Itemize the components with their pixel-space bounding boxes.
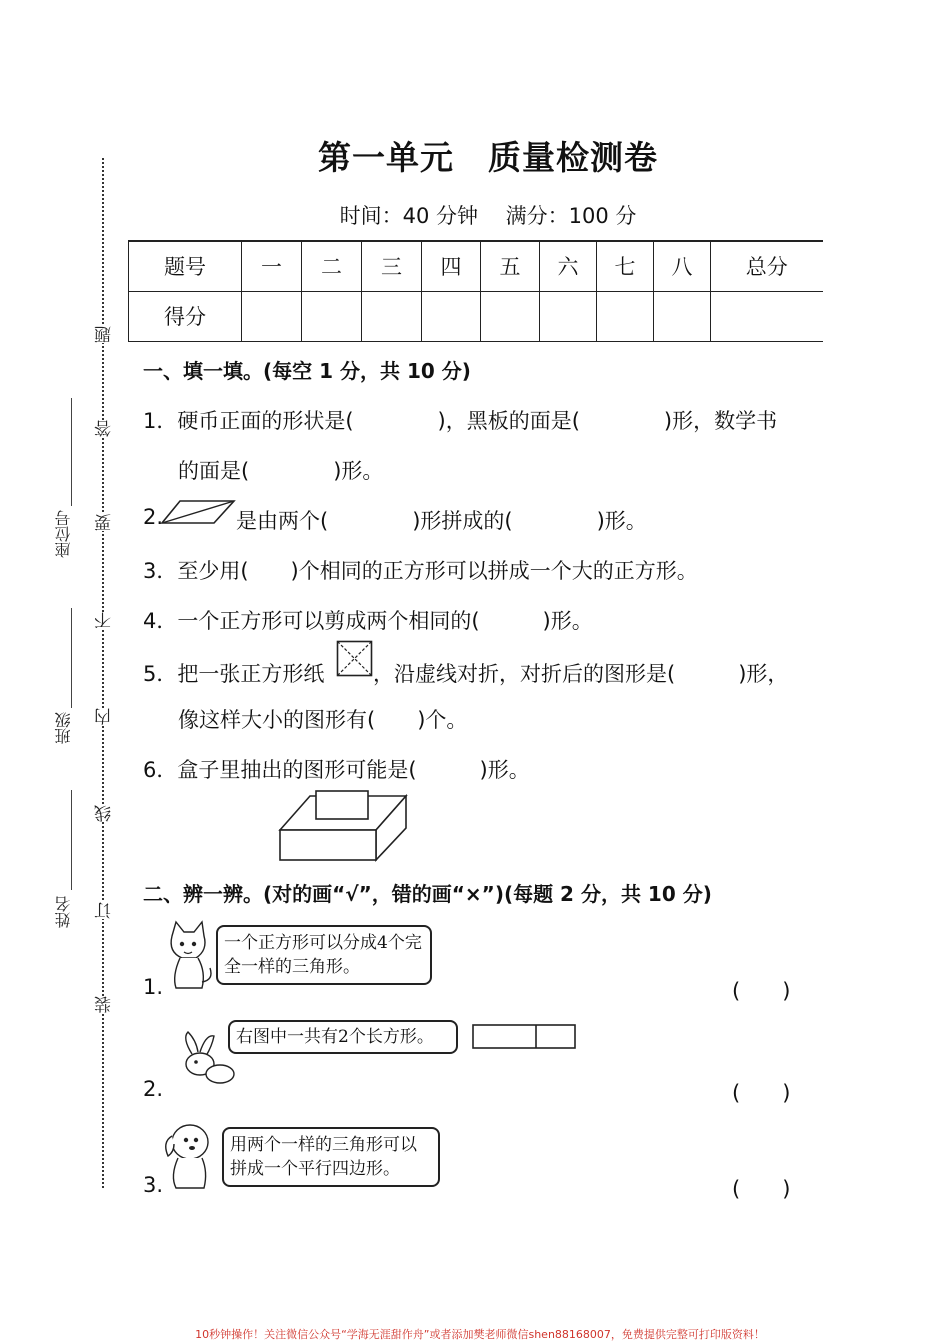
table-cell: 四 [422, 241, 481, 291]
box-figure-icon [276, 788, 412, 864]
table-cell: 题号 [129, 241, 242, 291]
score-table [128, 240, 823, 342]
binding-word-yao: 要 [92, 514, 114, 531]
table-cell: 得分 [129, 291, 242, 341]
class-field-label: 班级 [54, 712, 73, 744]
puppy-icon [160, 1120, 218, 1192]
question-5-part1: 5．把一张正方形纸 [143, 662, 325, 686]
folded-square-icon [336, 640, 374, 678]
speech-bubble-3: 用两个一样的三角形可以拼成一个平行四边形。 [222, 1127, 440, 1187]
table-cell: 总分 [711, 241, 823, 291]
binding-word-ding: 订 [92, 902, 114, 919]
judge-number-3: 3. [143, 1173, 164, 1197]
seat-field-line[interactable] [71, 398, 72, 506]
speech-bubble-2: 右图中一共有2个长方形。 [228, 1020, 458, 1054]
binding-word-ti: 题 [92, 326, 114, 343]
two-rectangles-figure [472, 1024, 578, 1050]
question-6: 6．盒子里抽出的图形可能是( )形。 [143, 758, 530, 782]
binding-word-da: 答 [92, 420, 114, 437]
question-1-line2: 的面是( )形。 [178, 459, 384, 483]
name-field-line[interactable] [71, 790, 72, 890]
answer-paren-1[interactable]: ( ) [732, 979, 791, 1003]
section2-heading: 二、辨一辨。(对的画“√”，错的画“×”)(每题 2 分，共 10 分) [143, 882, 712, 906]
page-title: 第一单元 质量检测卷 [318, 138, 658, 177]
score-input-cell[interactable] [481, 291, 540, 341]
class-field-line[interactable] [71, 608, 72, 708]
binding-word-nei: 内 [92, 708, 114, 725]
binding-word-xian: 线 [92, 805, 114, 822]
score-table-score-row [129, 291, 823, 341]
section1-heading: 一、填一填。(每空 1 分，共 10 分) [143, 359, 471, 383]
question-5-part2: ，沿虚线对折，对折后的图形是( )形， [373, 662, 789, 686]
question-5-line2: 像这样大小的图形有( )个。 [178, 708, 468, 732]
question-1-line1: 1．硬币正面的形状是( )，黑板的面是( )形，数学书 [143, 409, 778, 433]
question-4: 4．一个正方形可以剪成两个相同的( )形。 [143, 609, 593, 633]
judge-number-2: 2. [143, 1077, 164, 1101]
score-input-cell[interactable] [302, 291, 362, 341]
speech-bubble-1: 一个正方形可以分成4个完全一样的三角形。 [216, 925, 432, 985]
binding-dotted-line [102, 158, 104, 1188]
score-input-cell[interactable] [597, 291, 654, 341]
footer-note: 10秒钟操作！关注微信公众号“学海无涯甜作舟”或者添加樊老师微信shen88168007，免费提供完整可打印版资料！ [195, 1328, 765, 1341]
table-cell: 一 [242, 241, 302, 291]
score-input-cell[interactable] [422, 291, 481, 341]
score-table-header-row [129, 241, 823, 291]
kitten-icon [160, 920, 216, 992]
question-2-text: 是由两个( )形拼成的( )形。 [236, 509, 647, 533]
score-input-cell[interactable] [540, 291, 597, 341]
judge-number-1: 1. [143, 975, 164, 999]
binding-word-bu: 不 [92, 612, 114, 629]
seat-field-label: 座位号 [54, 510, 73, 558]
table-cell: 三 [362, 241, 422, 291]
answer-paren-3[interactable]: ( ) [732, 1177, 791, 1201]
question-2-number: 2. [143, 505, 164, 529]
binding-word-zhuang: 装 [92, 996, 114, 1013]
table-cell: 二 [302, 241, 362, 291]
score-input-cell[interactable] [711, 291, 823, 341]
parallelogram-icon [160, 499, 236, 525]
name-field-label: 姓名 [54, 896, 73, 928]
table-cell: 七 [597, 241, 654, 291]
answer-paren-2[interactable]: ( ) [732, 1081, 791, 1105]
table-cell: 八 [654, 241, 711, 291]
score-input-cell[interactable] [362, 291, 422, 341]
table-cell: 五 [481, 241, 540, 291]
score-input-cell[interactable] [242, 291, 302, 341]
exam-info: 时间：40 分钟 满分：100 分 [339, 204, 637, 228]
score-input-cell[interactable] [654, 291, 711, 341]
question-3: 3．至少用( )个相同的正方形可以拼成一个大的正方形。 [143, 559, 698, 583]
table-cell: 六 [540, 241, 597, 291]
